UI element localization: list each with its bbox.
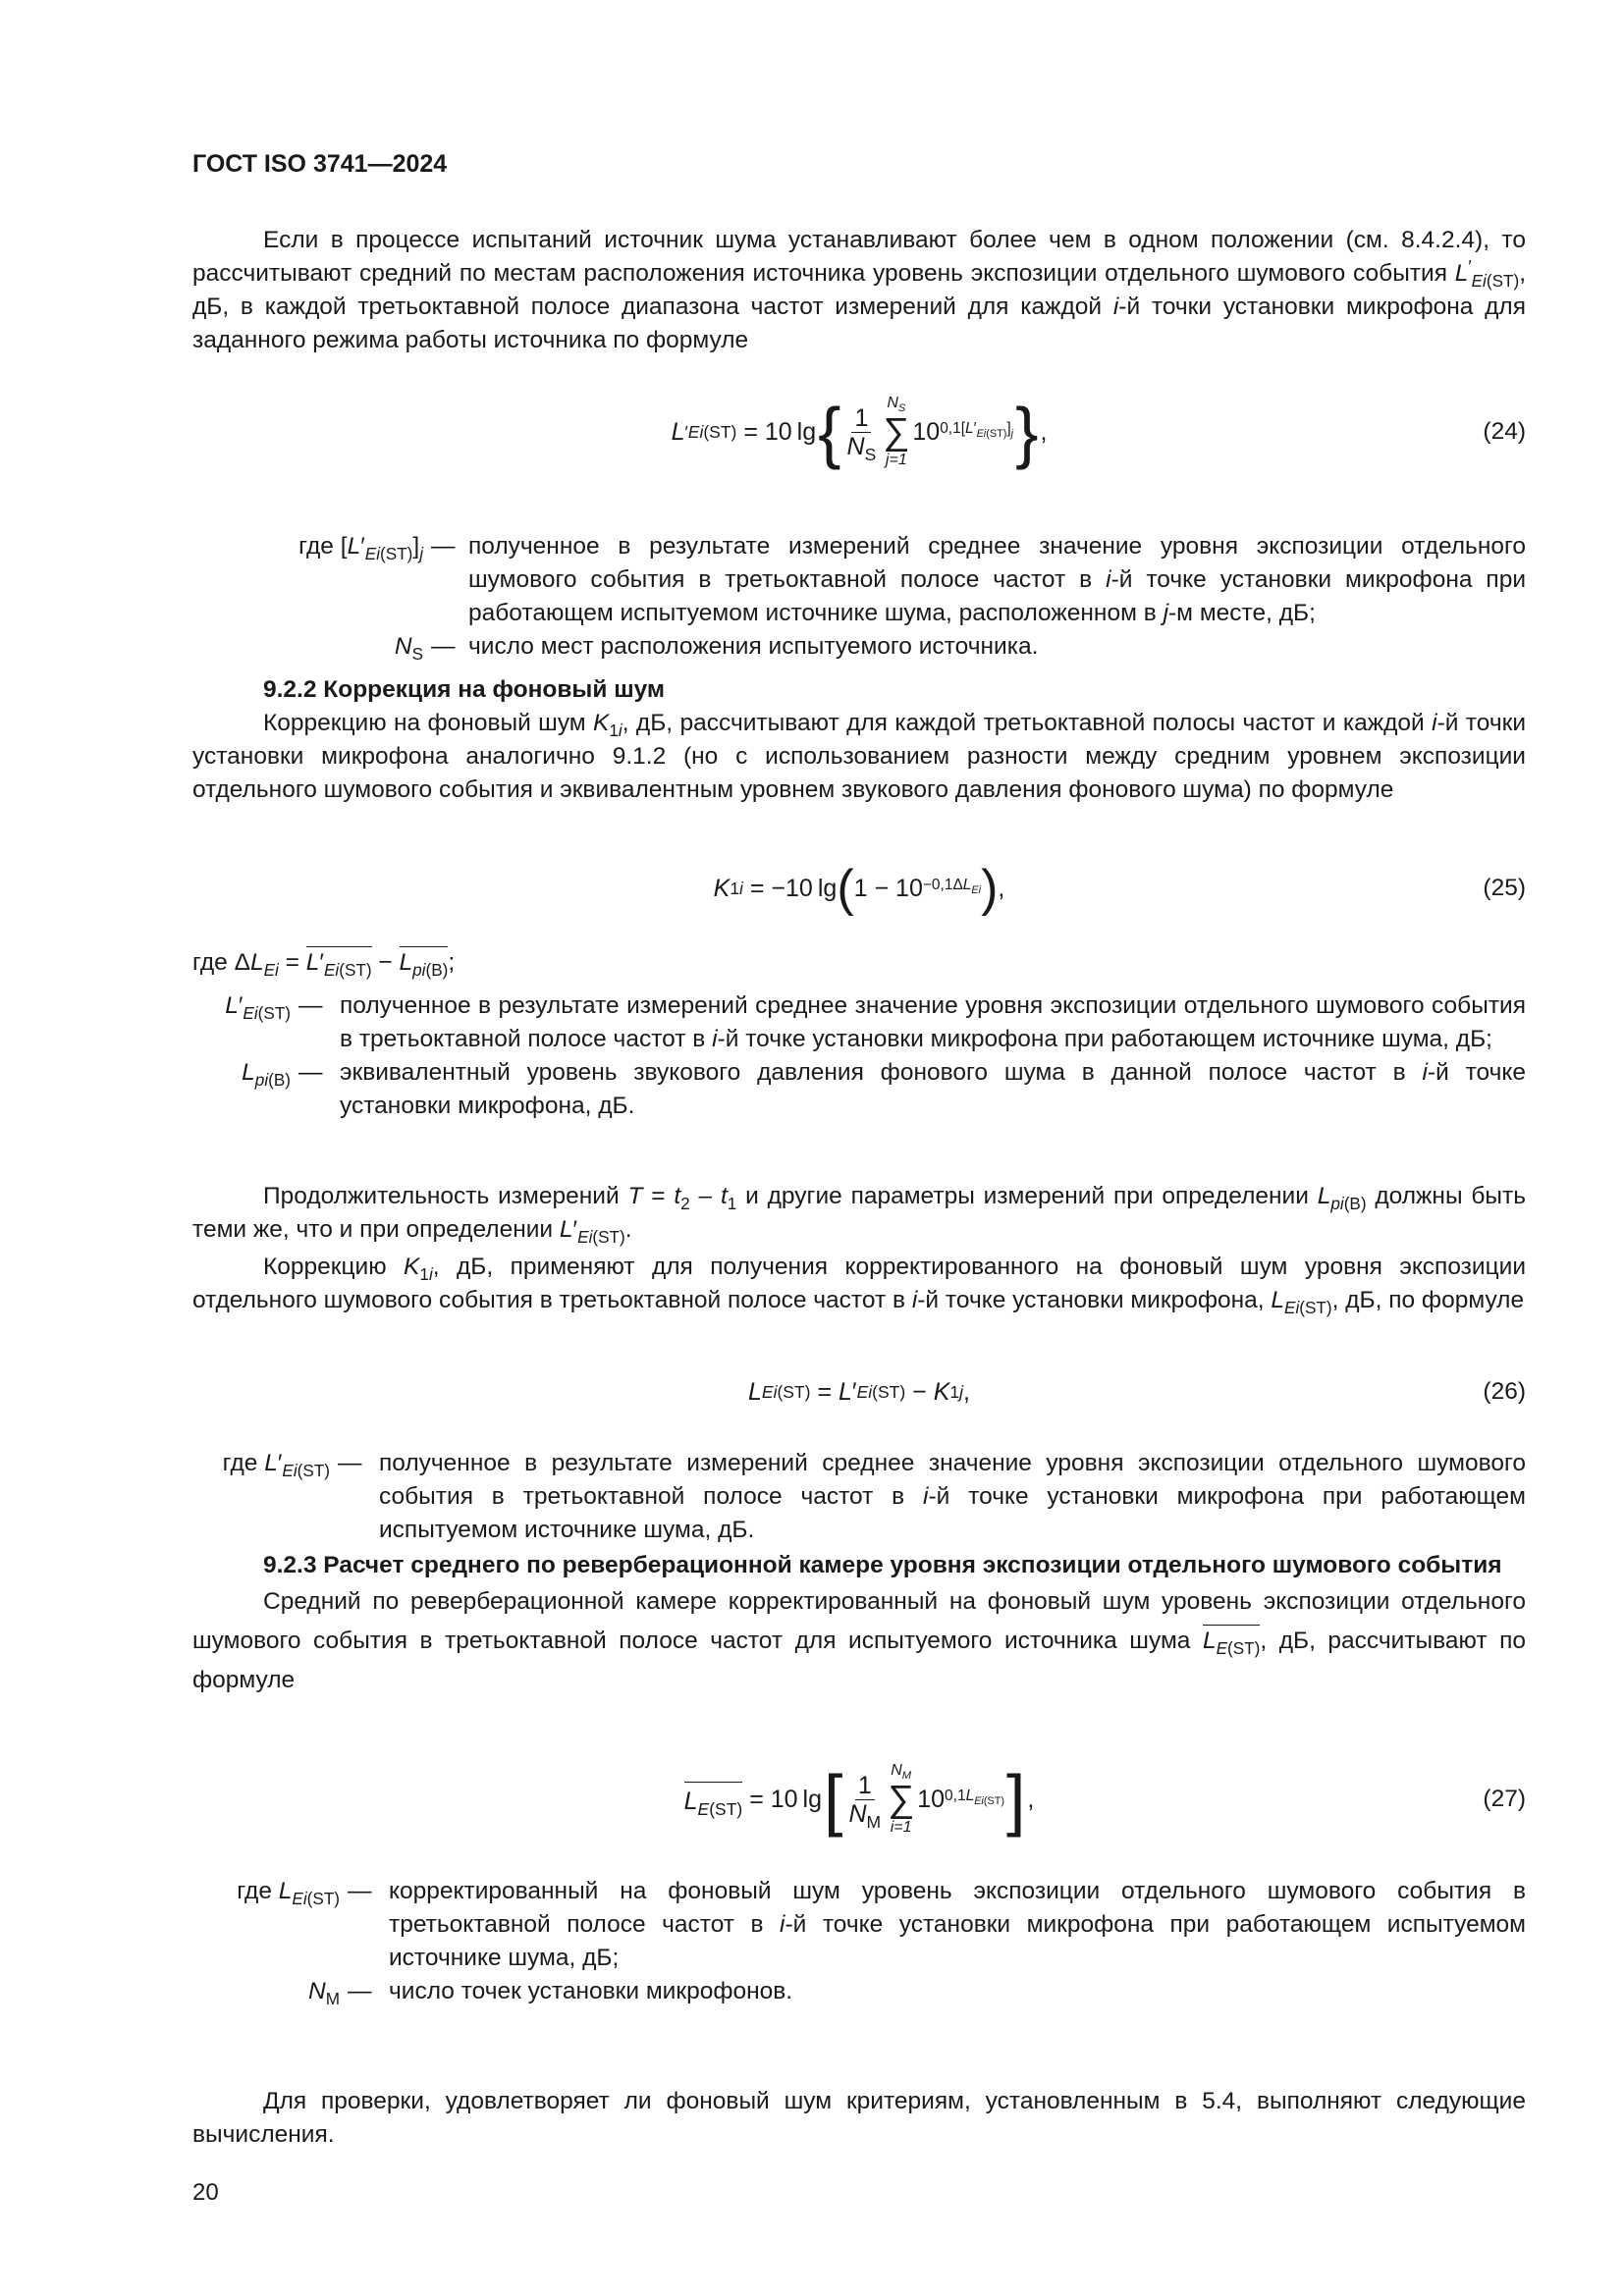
- definitions-25: где $\Delta L_{Ei} = L'_{Ei(ST)} - L_{pi(B)}$; $L'_{Ei(ST)}$ — полученное в результате измерений среднее значение уровня экспозиции отдельного шумового события в третьоктавной полосе частот в i-й точке установки микрофона при работающем источнике шума, дБ; $L_{pi(B)}$ — эквивалентный уровень звукового давления фонового шума в данной полосе частот в i-й точке установки микрофона, дБ.: [192, 946, 1526, 1123]
- equation-number-27: (27): [1483, 1786, 1526, 1812]
- equation-number-25: (25): [1483, 875, 1526, 901]
- paragraph-intro: Если в процессе испытаний источник шума устанавливают более чем в одном положении (см. 8.4.2.4), то рассчитывают средний по местам расположения источника уровень экспозиции отдельного шумового события $L'_{Ei(ST)}$, дБ, в каждой третьоктавной полосе диапазона частот измерений для каждой i-й точки установки микрофона для заданного режима работы источника по формуле: [192, 227, 1526, 353]
- equation-number-24: (24): [1483, 418, 1526, 445]
- paragraph-correction: Коррекцию $K_{1i}$, дБ, применяют для получения корректированного на фоновый шум уровня экспозиции отдельного шумового события в третьоктавной полосе частот в i-й точке установки микрофона, $L_{Ei(ST)}$, дБ, по формуле: [192, 1254, 1527, 1317]
- definitions-27: где $L_{Ei(ST)}$ — корректированный на фоновый шум уровень экспозиции отдельного шумового события в третьоктавной полосе частот в i-й точке установки микрофона при работающем испытуемом источнике шума, дБ; $N_M$ — число точек установки микрофонов.: [237, 1878, 1527, 2008]
- equation-25: K 1 i = −10 lg ( 1 − 10 $-0,1\Delta L_{Ei}$ ) , (25): [713, 860, 1526, 917]
- document-header: ГОСТ ISO 3741—2024: [192, 150, 448, 178]
- section-9-2-3: 9.2.3 Расчет среднего по реверберационной камере уровня экспозиции отдельного шумового события Средний по реверберационной камере корректированный на фоновый шум уровень экспозиции отдельного шумового события в третьоктавной полосе частот для испытуемого источника шума $L_{E(ST)}$, дБ, рассчитывают по формуле: [192, 1549, 1526, 1700]
- equation-27: $L_{E(ST)}$ = 10 lg [ $\frac{1}{N_M}$ $N_M$ ∑ i=1 10 $0,1L_{Ei(ST)}$ ] , (27): [683, 1761, 1526, 1838]
- section-title-9-2-2: 9.2.2 Коррекция на фоновый шум: [263, 676, 666, 703]
- equation-24: L ′ Ei (ST) = 10 lg { $\frac{1}{N_S}$ $N_S$ ∑ j=1 10 $0,1[L'_{Ei(ST)}]_j$ } , (24): [671, 394, 1526, 470]
- equation-number-26: (26): [1483, 1378, 1526, 1405]
- page-number: 20: [192, 2179, 219, 2206]
- section-9-2-2: 9.2.2 Коррекция на фоновый шум Коррекцию на фоновый шум $K_{1i}$, дБ, рассчитывают для каждой третьоктавной полосы частот и каждой i-й точки установки микрофона аналогично 9.1.2 (но с использованием разности между средним уровнем экспозиции отдельного шумового события и эквивалентным уровнем звукового давления фонового шума) по формуле: [192, 673, 1526, 807]
- section-title-9-2-3: 9.2.3 Расчет среднего по реверберационной камере уровня экспозиции отдельного шумового события: [263, 1552, 1502, 1578]
- equation-26: L Ei (ST) = L ′ Ei (ST) − K 1 j , (26): [192, 1353, 1526, 1431]
- paragraph-final: Для проверки, удовлетворяет ли фоновый шум критериям, установленным в 5.4, выполняют следующие вычисления.: [192, 2088, 1526, 2148]
- definitions-24: где $[L'_{Ei(ST)}]_j$ — полученное в результате измерений среднее значение уровня экспозиции отдельного шумового события в третьоктавной полосе частот в i-й точке установки микрофона при работающем испытуемом источнике шума, расположенном в j-м месте, дБ; $N_S$ — число мест расположения испытуемого источника.: [298, 533, 1527, 664]
- definitions-26: где $L'_{Ei(ST)}$ — полученное в результате измерений среднее значение уровня экспозиции отдельного шумового события в третьоктавной полосе частот в i-й точке установки микрофона при работающем испытуемом источнике шума, дБ.: [222, 1450, 1527, 1543]
- paragraph-duration: Продолжительность измерений $T = t_2 - t_1$ и другие параметры измерений при определении $L_{pi(B)}$ должны быть теми же, что и при определении $L'_{Ei(ST)}$.: [192, 1183, 1526, 1247]
